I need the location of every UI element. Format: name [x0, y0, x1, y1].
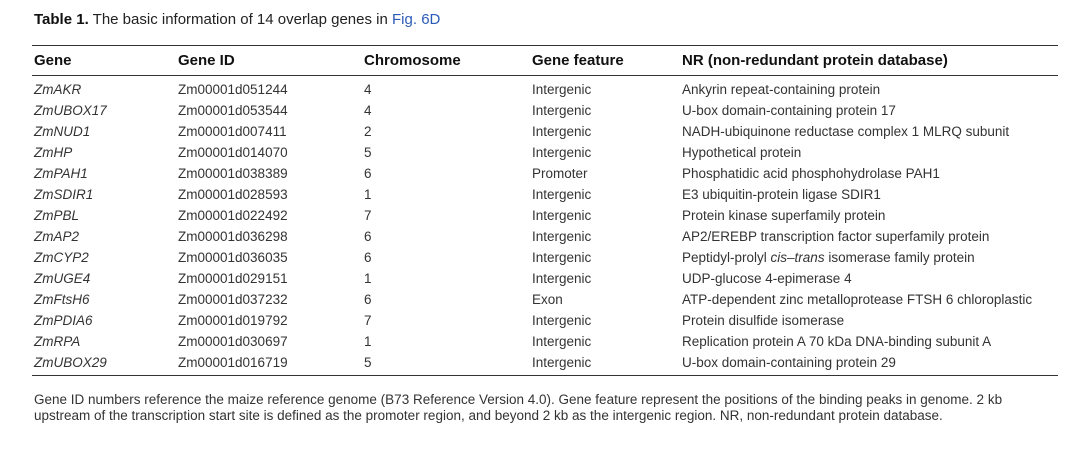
table-row: [32, 76, 1058, 101]
cell-gene: ZmPDIA6: [34, 313, 93, 328]
cell-nr: Protein disulfide isomerase: [682, 313, 845, 328]
table-row: [32, 247, 1058, 268]
cell-gene: ZmSDIR1: [34, 187, 94, 202]
cell-gene-id: Zm00001d028593: [178, 187, 288, 202]
cell-chromosome: 5: [362, 352, 530, 376]
figure-link[interactable]: Fig. 6D: [392, 11, 441, 28]
table-row: [32, 310, 1058, 331]
cell-nr: Protein kinase superfamily protein: [682, 208, 886, 223]
cell-gene-id: Zm00001d037232: [178, 292, 288, 307]
cell-gene-feature: Intergenic: [532, 124, 592, 139]
cell-gene-feature: Promoter: [532, 166, 588, 181]
cell-chromosome: 2: [364, 124, 372, 139]
cell-gene: ZmFtsH6: [34, 292, 90, 307]
cell-nr: Ankyrin repeat-containing protein: [682, 82, 881, 97]
cell-gene-id: Zm00001d036298: [178, 229, 288, 244]
table-row: [32, 163, 1058, 184]
header-nr: NR (non-redundant protein database): [680, 46, 1058, 76]
cell-gene-id: Zm00001d053544: [178, 103, 288, 118]
cell-chromosome: 1: [364, 334, 372, 349]
cell-gene-id: Zm00001d051244: [178, 82, 288, 97]
table-row: [32, 289, 1058, 310]
cell-nr: [680, 247, 1058, 268]
nr-text-start: Peptidyl-prolyl: [682, 250, 771, 265]
cell-chromosome: 4: [364, 103, 372, 118]
cell-gene-feature: Intergenic: [532, 145, 592, 160]
header-row: [32, 46, 1058, 76]
cell-chromosome: 6: [364, 250, 372, 265]
cell-gene-feature: Exon: [532, 292, 563, 307]
cell-gene-feature: Intergenic: [530, 352, 680, 376]
cell-gene: ZmHP: [34, 145, 73, 160]
cell-gene: ZmUBOX29: [32, 352, 176, 376]
cell-nr: U-box domain-containing protein 17: [682, 103, 896, 118]
cell-gene-feature: Intergenic: [532, 208, 592, 223]
cell-gene-id: Zm00001d038389: [178, 166, 288, 181]
cell-gene-id: Zm00001d007411: [178, 124, 287, 139]
table-row: [32, 184, 1058, 205]
header-chromosome: Chromosome: [362, 46, 530, 76]
header-gene-feature: Gene feature: [530, 46, 680, 76]
cell-gene-feature: Intergenic: [532, 187, 592, 202]
table-row: [32, 142, 1058, 163]
cell-gene-id: Zm00001d022492: [178, 208, 288, 223]
cell-gene: ZmUBOX17: [34, 103, 107, 118]
table-row: [32, 205, 1058, 226]
table-row: [32, 121, 1058, 142]
table-label: Table 1.: [34, 11, 89, 28]
cell-gene: ZmAP2: [34, 229, 80, 244]
cell-gene-id: Zm00001d030697: [178, 334, 288, 349]
genes-table: [32, 45, 1058, 376]
cell-nr: ATP-dependent zinc metalloprotease FTSH 6 chloroplastic: [682, 292, 1033, 307]
table-caption: [34, 11, 440, 29]
cell-chromosome: 1: [364, 187, 372, 202]
cell-gene-id: Zm00001d036035: [178, 250, 288, 265]
cell-gene: ZmPBL: [34, 208, 80, 223]
cell-nr: UDP-glucose 4-epimerase 4: [682, 271, 852, 286]
cell-gene-id: Zm00001d019792: [178, 313, 288, 328]
header-gene-id: Gene ID: [176, 46, 362, 76]
table-row: [32, 352, 1058, 376]
cell-nr: Hypothetical protein: [682, 145, 802, 160]
cell-chromosome: 7: [364, 208, 372, 223]
cell-chromosome: 6: [364, 292, 372, 307]
cell-gene-feature: Intergenic: [532, 334, 592, 349]
table-row: [32, 268, 1058, 289]
nr-text-end: isomerase family protein: [824, 250, 975, 265]
cell-gene: ZmUGE4: [34, 271, 91, 286]
cell-gene-id: Zm00001d016719: [176, 352, 362, 376]
cell-gene-feature: Intergenic: [532, 313, 592, 328]
cell-chromosome: 6: [364, 229, 372, 244]
cell-gene: ZmCYP2: [34, 250, 89, 265]
cell-gene-feature: Intergenic: [532, 271, 592, 286]
table-body: [32, 76, 1058, 376]
cell-chromosome: 1: [364, 271, 372, 286]
nr-text-italic: cis–trans: [770, 250, 825, 265]
cell-gene-feature: Intergenic: [532, 229, 592, 244]
cell-gene-feature: Intergenic: [532, 82, 592, 97]
cell-gene: ZmRPA: [34, 334, 81, 349]
cell-nr: E3 ubiquitin-protein ligase SDIR1: [682, 187, 881, 202]
cell-nr: U-box domain-containing protein 29: [680, 352, 1058, 376]
cell-chromosome: 7: [364, 313, 372, 328]
header-gene: Gene: [32, 46, 176, 76]
table-row: [32, 100, 1058, 121]
table-row: [32, 331, 1058, 352]
cell-nr: NADH-ubiquinone reductase complex 1 MLRQ subunit: [682, 124, 1010, 139]
cell-gene: ZmPAH1: [34, 166, 88, 181]
cell-nr: Phosphatidic acid phosphohydrolase PAH1: [682, 166, 940, 181]
cell-chromosome: 4: [364, 82, 372, 97]
cell-gene-id: Zm00001d014070: [178, 145, 288, 160]
cell-gene-feature: Intergenic: [532, 103, 592, 118]
caption-text: The basic information of 14 overlap genes in: [92, 11, 388, 28]
cell-nr: Replication protein A 70 kDa DNA-binding subunit A: [682, 334, 992, 349]
table-footnote: Gene ID numbers reference the maize reference genome (B73 Reference Version 4.0). Gene feature represent the positions of the binding peaks in genome. 2 kb upstream of the transcription start site is defined as the promoter region, and beyond 2 kb as the intergenic region. NR, non-redundant protein database.: [34, 392, 1003, 423]
cell-gene: ZmAKR: [34, 82, 82, 97]
cell-gene-id: Zm00001d029151: [178, 271, 288, 286]
cell-gene-feature: Intergenic: [532, 250, 592, 265]
cell-chromosome: 6: [364, 166, 372, 181]
cell-gene: ZmNUD1: [34, 124, 91, 139]
cell-nr: AP2/EREBP transcription factor superfamily protein: [682, 229, 990, 244]
table-row: [32, 226, 1058, 247]
cell-chromosome: 5: [364, 145, 372, 160]
